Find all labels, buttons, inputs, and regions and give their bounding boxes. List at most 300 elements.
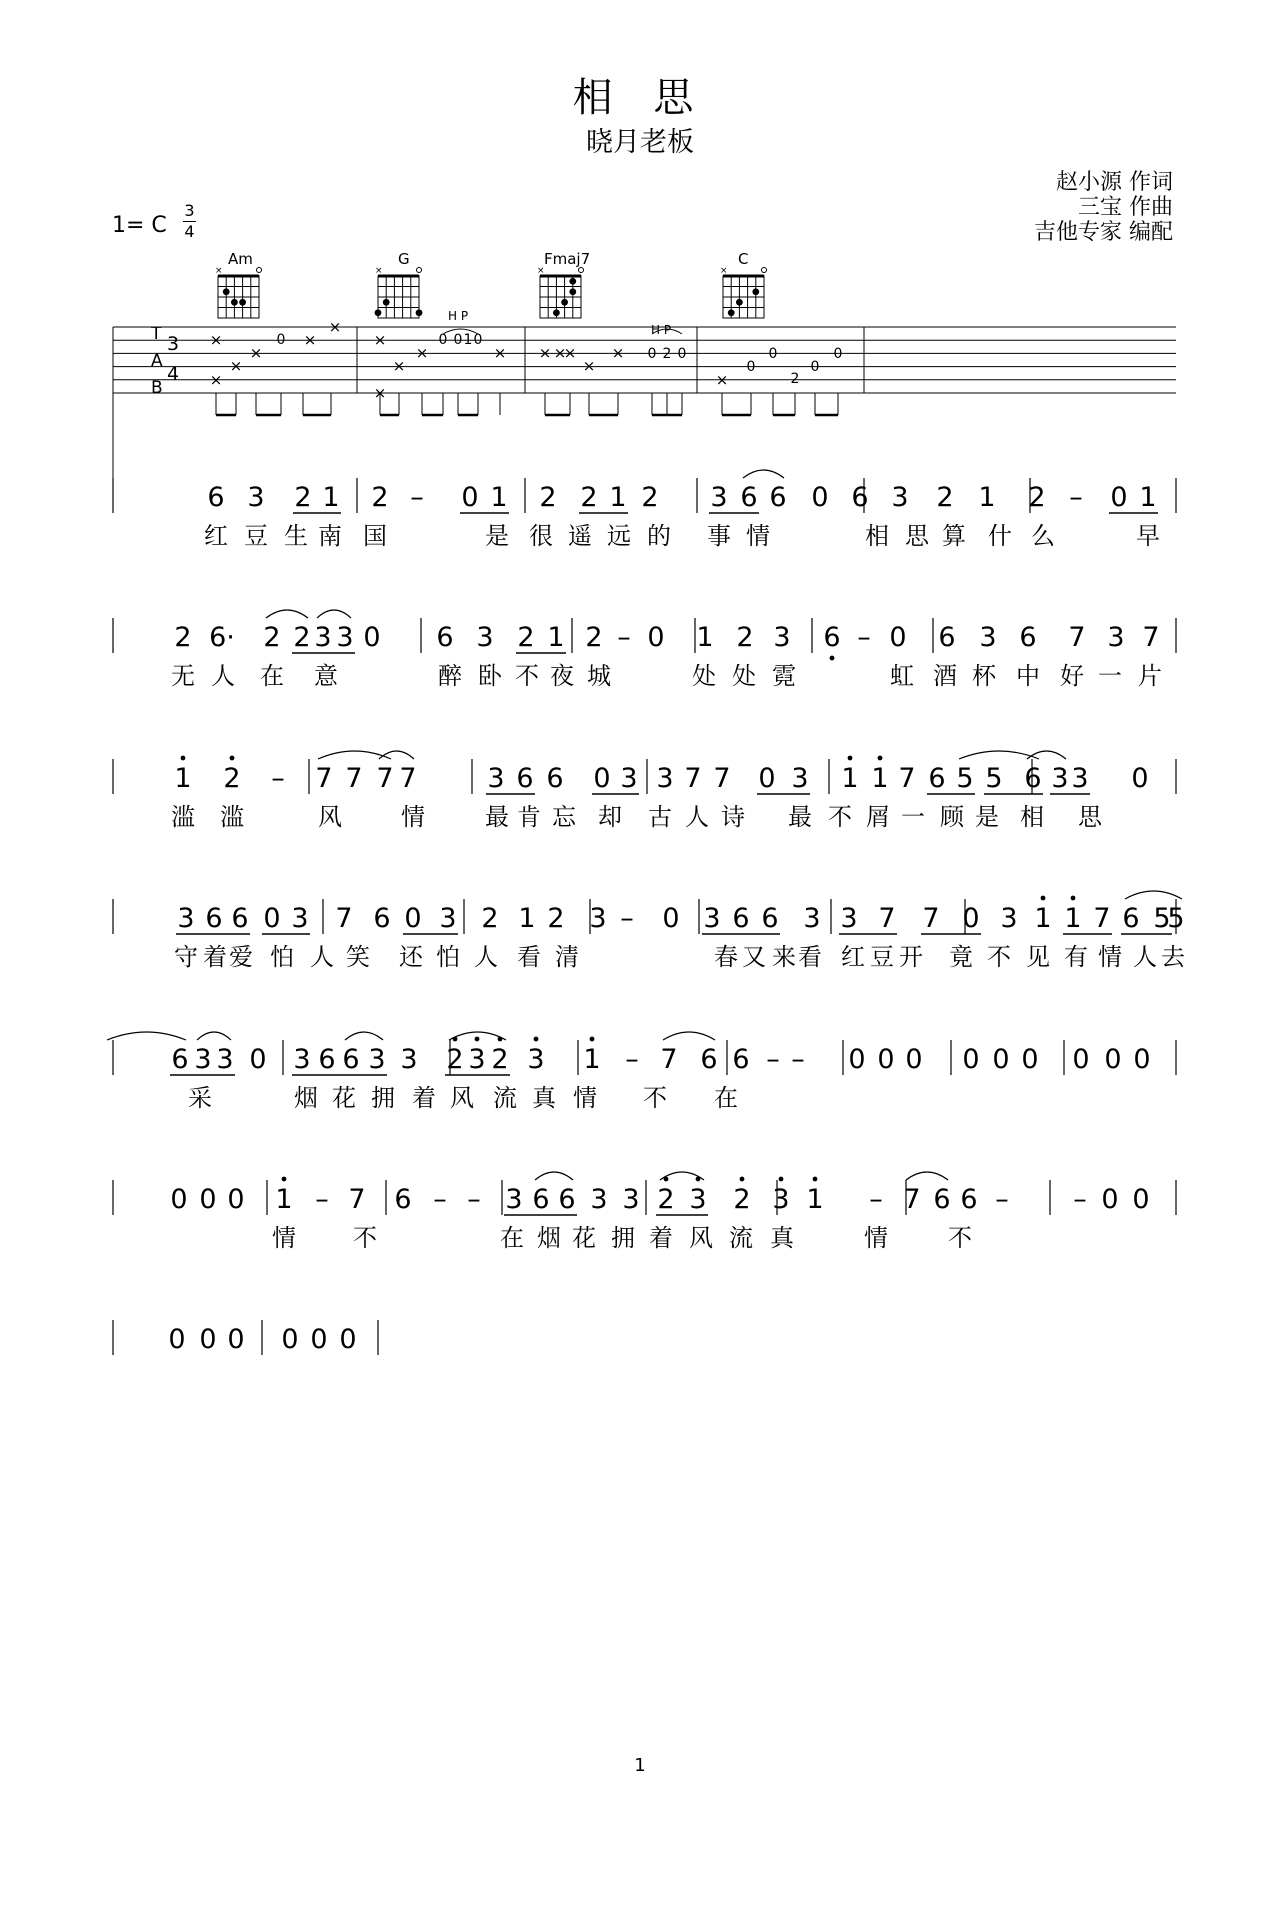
- note: 2: [736, 622, 754, 653]
- lyric-char: 笑: [346, 943, 370, 971]
- note: 3: [773, 622, 791, 653]
- lyric-char: 烟: [294, 1084, 318, 1112]
- lyric-char: 春: [714, 943, 738, 971]
- lyric-char: 远: [607, 522, 631, 550]
- numbered-notation: [107, 470, 1185, 1355]
- tab-number: 0: [746, 359, 756, 375]
- tab-number: 2: [662, 346, 672, 362]
- lyric-char: 情: [1098, 943, 1122, 971]
- note: 6: [436, 622, 454, 653]
- note: 5: [956, 763, 974, 794]
- time-signature-top: 3: [184, 201, 195, 220]
- note: 3: [1051, 763, 1069, 794]
- note: 6: [171, 1044, 189, 1075]
- lyric-char: 采: [188, 1084, 212, 1112]
- note: 3: [439, 903, 457, 934]
- lyric-char: 不: [353, 1224, 377, 1252]
- tab-number: 0: [453, 332, 463, 348]
- octave-dot: [740, 1177, 745, 1182]
- chord-diagram-g: [375, 266, 423, 318]
- arranger-credit: 吉他专家 编配: [1034, 220, 1173, 245]
- lyric-char: 南: [318, 522, 342, 550]
- note: 0: [992, 1044, 1010, 1075]
- note: 3: [622, 1184, 640, 1215]
- lyric-char: 滥: [171, 803, 195, 831]
- lyric-char: 人: [310, 943, 334, 971]
- finger-dot: [239, 299, 246, 306]
- note: –: [791, 1044, 805, 1075]
- note: 7: [335, 903, 353, 934]
- note: 3: [314, 622, 332, 653]
- note: 3: [620, 763, 638, 794]
- tab-mute-mark: ×: [229, 357, 243, 375]
- note: 6: [700, 1044, 718, 1075]
- note: 1: [490, 482, 508, 513]
- note: 3: [1071, 763, 1089, 794]
- lyric-char: 豆: [244, 522, 268, 550]
- note: 0: [199, 1184, 217, 1215]
- lyric-char: 虹: [890, 662, 914, 690]
- lyric-char: 着: [412, 1084, 436, 1112]
- lyric-char: 一: [901, 803, 925, 831]
- note: –: [467, 1184, 481, 1215]
- slur: [1125, 891, 1182, 899]
- lyric-char: 杯: [972, 662, 996, 690]
- octave-dot: [830, 656, 835, 661]
- tab-number: 0: [276, 332, 286, 348]
- tab-mute-mark: ×: [328, 318, 342, 336]
- lyric-char: 红: [204, 522, 228, 550]
- slur: [959, 751, 1039, 759]
- note: –: [995, 1184, 1009, 1215]
- octave-dot: [1071, 896, 1076, 901]
- note: 3: [689, 1184, 707, 1215]
- note: 2: [547, 903, 565, 934]
- note: 2: [263, 622, 281, 653]
- composer-credit: 三宝 作曲: [1078, 195, 1173, 220]
- lyric-char: 意: [314, 662, 338, 690]
- notation-system: [113, 751, 1176, 831]
- octave-dot: [813, 1177, 818, 1182]
- octave-dot: [181, 756, 186, 761]
- note: 1: [1139, 482, 1157, 513]
- tab-number: 0: [768, 346, 778, 362]
- note: 6·: [209, 622, 235, 653]
- tab-number: 0: [473, 332, 483, 348]
- tab-mute-mark: ×: [553, 344, 567, 362]
- slur: [107, 1032, 186, 1040]
- lyric-char: 的: [647, 522, 671, 550]
- note: 3: [336, 622, 354, 653]
- note: 6: [342, 1044, 360, 1075]
- tab-number: 0: [833, 346, 843, 362]
- lyric-char: 在: [500, 1224, 524, 1252]
- lyric-char: 情: [864, 1224, 888, 1252]
- lyric-char: 情: [401, 803, 425, 831]
- lyric-char: 在: [714, 1084, 738, 1112]
- note: 3: [1000, 903, 1018, 934]
- lyric-char: 醉: [438, 662, 462, 690]
- note: 3: [710, 482, 728, 513]
- lyric-char: 是: [975, 803, 999, 831]
- note: 7: [1142, 622, 1160, 653]
- note: 2: [446, 1044, 464, 1075]
- finger-dot: [223, 288, 230, 295]
- lyric-char: 处: [692, 662, 716, 690]
- lyric-char: 酒: [933, 662, 957, 690]
- note: 6: [373, 903, 391, 934]
- lyric-char: 不: [515, 662, 539, 690]
- tab-mute-mark: ×: [563, 344, 577, 362]
- slur: [379, 751, 414, 759]
- lyric-char: 早: [1136, 522, 1160, 550]
- note: 1: [583, 1044, 601, 1075]
- lyric-char: 相: [1020, 803, 1044, 831]
- note: 7: [684, 763, 702, 794]
- open-string-mark: [762, 268, 767, 273]
- chord-diagram-fmaj7: [537, 266, 584, 318]
- lyric-char: 拥: [371, 1084, 395, 1112]
- tab-mute-mark: ×: [415, 344, 429, 362]
- chord-diagram-c: [720, 266, 767, 318]
- note: 0: [647, 622, 665, 653]
- open-string-mark: [579, 268, 584, 273]
- note: 7: [399, 763, 417, 794]
- tab-mute-mark: ×: [373, 331, 387, 349]
- note: 3: [177, 903, 195, 934]
- lyric-char: 是: [485, 522, 509, 550]
- note: 3: [216, 1044, 234, 1075]
- finger-dot: [375, 309, 382, 316]
- note: 2: [641, 482, 659, 513]
- lyric-char: 情: [573, 1084, 597, 1112]
- tab-mute-mark: ×: [303, 331, 317, 349]
- note: 1: [322, 482, 340, 513]
- lyricist-credit: 赵小源 作词: [1056, 170, 1173, 195]
- note: 7: [660, 1044, 678, 1075]
- notation-system: [107, 1032, 1176, 1112]
- slur: [317, 610, 351, 618]
- note: 1: [275, 1184, 293, 1215]
- note: 1: [609, 482, 627, 513]
- lyric-char: 无: [171, 662, 195, 690]
- note: 0: [889, 622, 907, 653]
- time-signature-bottom: 4: [184, 222, 195, 241]
- finger-dot: [752, 288, 759, 295]
- octave-dot: [1041, 896, 1046, 901]
- lyric-char: 中: [1016, 662, 1040, 690]
- note: 0: [593, 763, 611, 794]
- lyric-char: 人: [474, 943, 498, 971]
- note: 3: [468, 1044, 486, 1075]
- chord-name-g: G: [398, 250, 410, 268]
- svg-text:×: ×: [215, 266, 223, 276]
- lyric-char: 风: [318, 803, 342, 831]
- tab-mute-mark: ×: [373, 384, 387, 402]
- octave-dot: [878, 756, 883, 761]
- lyric-char: 卧: [478, 662, 502, 690]
- tab-time-bottom: 4: [167, 363, 180, 385]
- lyric-char: 诗: [721, 803, 745, 831]
- tab-letter-t: T: [151, 324, 162, 344]
- note: 0: [249, 1044, 267, 1075]
- lyric-char: 怕: [436, 943, 460, 971]
- note: –: [315, 1184, 329, 1215]
- note: 6: [960, 1184, 978, 1215]
- lyric-char: 生: [284, 522, 308, 550]
- lyric-char: 夜: [550, 662, 574, 690]
- lyric-char: 见: [1026, 943, 1050, 971]
- note: 7: [315, 763, 333, 794]
- note: 1: [547, 622, 565, 653]
- tab-number: 0: [677, 346, 687, 362]
- note: –: [625, 1044, 639, 1075]
- note: 0: [199, 1324, 217, 1355]
- note: 0: [461, 482, 479, 513]
- open-string-mark: [257, 268, 262, 273]
- lyric-char: 情: [746, 522, 770, 550]
- note: 0: [877, 1044, 895, 1075]
- note: 0: [310, 1324, 328, 1355]
- note: 3: [505, 1184, 523, 1215]
- note: 7: [898, 763, 916, 794]
- note: 6: [532, 1184, 550, 1215]
- finger-dot: [736, 299, 743, 306]
- note: 0: [962, 903, 980, 934]
- note: 0: [339, 1324, 357, 1355]
- note: –: [271, 763, 285, 794]
- note: 1: [518, 903, 536, 934]
- note: 0: [811, 482, 829, 513]
- note: 7: [348, 1184, 366, 1215]
- lyric-char: 却: [598, 803, 622, 831]
- page-number: 1: [634, 1755, 646, 1776]
- note: 2: [585, 622, 603, 653]
- slur: [1027, 751, 1066, 759]
- lyric-char: 花: [572, 1224, 596, 1252]
- notation-system: [113, 891, 1185, 971]
- lyric-char: 古: [648, 803, 672, 831]
- note: 0: [848, 1044, 866, 1075]
- note: 2: [294, 482, 312, 513]
- note: 2: [1028, 482, 1046, 513]
- note: 3: [368, 1044, 386, 1075]
- note: 3: [791, 763, 809, 794]
- note: 1: [841, 763, 859, 794]
- song-title: 相 思: [572, 75, 708, 121]
- slur: [345, 1032, 383, 1040]
- lyric-char: 人: [685, 803, 709, 831]
- lyric-char: 来: [772, 943, 796, 971]
- lyric-char: 算: [942, 522, 966, 550]
- note: 0: [1132, 1184, 1150, 1215]
- note: 0: [1104, 1044, 1122, 1075]
- lyric-char: 什: [988, 522, 1012, 550]
- octave-dot: [282, 1177, 287, 1182]
- lyric-char: 在: [260, 662, 284, 690]
- note: 6: [823, 622, 841, 653]
- lyric-char: 风: [689, 1224, 713, 1252]
- note: 0: [170, 1184, 188, 1215]
- note: 0: [1021, 1044, 1039, 1075]
- note: 0: [662, 903, 680, 934]
- finger-dot: [383, 299, 390, 306]
- lyric-char: 人: [1133, 943, 1157, 971]
- lyric-char: 风: [450, 1084, 474, 1112]
- note: 6: [1019, 622, 1037, 653]
- lyric-char: 国: [363, 522, 387, 550]
- note: 6: [394, 1184, 412, 1215]
- tab-mute-mark: ×: [611, 344, 625, 362]
- chord-name-fmaj7: Fmaj7: [544, 250, 591, 268]
- note: 7: [345, 763, 363, 794]
- note: 2: [491, 1044, 509, 1075]
- note: 2: [657, 1184, 675, 1215]
- note: 0: [1110, 482, 1128, 513]
- note: 3: [840, 903, 858, 934]
- tab-number: 0: [810, 359, 820, 375]
- note: 0: [404, 903, 422, 934]
- note: 3: [1107, 622, 1125, 653]
- note: 3: [979, 622, 997, 653]
- note: 5: [985, 763, 1003, 794]
- lyric-char: 又: [742, 943, 766, 971]
- note: 3: [772, 1184, 790, 1215]
- note: 7: [878, 903, 896, 934]
- note: 5: [1167, 903, 1185, 934]
- tab-number: 2: [790, 371, 800, 387]
- note: 1: [978, 482, 996, 513]
- lyric-char: 开: [899, 943, 923, 971]
- lyric-char: 屑: [866, 803, 890, 831]
- note: 7: [903, 1184, 921, 1215]
- note: 3: [476, 622, 494, 653]
- lyric-char: 不: [987, 943, 1011, 971]
- chord-name-c: C: [738, 250, 749, 268]
- lyric-char: 最: [485, 803, 509, 831]
- lyric-char: 滥: [220, 803, 244, 831]
- tab-letter-b: B: [151, 378, 163, 398]
- note: –: [1069, 482, 1083, 513]
- technique-mark: H P: [448, 309, 469, 323]
- lyric-char: 看: [517, 943, 541, 971]
- notation-system: [113, 1172, 1176, 1252]
- slur: [535, 1172, 573, 1180]
- lyric-char: 霓: [772, 662, 796, 690]
- slur: [197, 1032, 231, 1040]
- note: 1: [174, 763, 192, 794]
- lyric-char: 人: [211, 662, 235, 690]
- note: 3: [194, 1044, 212, 1075]
- note: 6: [207, 482, 225, 513]
- key-signature: 1= C: [112, 213, 167, 238]
- note: 6: [851, 482, 869, 513]
- lyric-char: 好: [1060, 662, 1084, 690]
- chord-name-am: Am: [228, 250, 253, 268]
- lyric-char: 爱: [229, 943, 253, 971]
- lyric-char: 烟: [537, 1224, 561, 1252]
- lyric-char: 不: [828, 803, 852, 831]
- finger-dot: [569, 278, 576, 285]
- note: 2: [936, 482, 954, 513]
- lyric-char: 不: [948, 1224, 972, 1252]
- lyric-char: 流: [493, 1084, 517, 1112]
- note: 3: [703, 903, 721, 934]
- slur: [743, 470, 784, 478]
- finger-dot: [553, 309, 560, 316]
- finger-dot: [728, 309, 735, 316]
- note: 6: [318, 1044, 336, 1075]
- note: 0: [227, 1324, 245, 1355]
- note: 6: [761, 903, 779, 934]
- finger-dot: [561, 299, 568, 306]
- lyric-char: 处: [732, 662, 756, 690]
- note: 2: [174, 622, 192, 653]
- lyric-char: 看: [798, 943, 822, 971]
- note: 7: [922, 903, 940, 934]
- svg-text:×: ×: [375, 266, 383, 276]
- lyric-char: 红: [841, 943, 865, 971]
- notation-system: [113, 1320, 378, 1355]
- lyric-char: 守: [174, 943, 198, 971]
- note: 6: [205, 903, 223, 934]
- finger-dot: [231, 299, 238, 306]
- finger-dot: [416, 309, 423, 316]
- note: 3: [590, 1184, 608, 1215]
- note: 0: [363, 622, 381, 653]
- lyric-char: 么: [1031, 522, 1055, 550]
- lyric-char: 很: [529, 522, 553, 550]
- tab-staff: [113, 309, 1176, 510]
- note: 0: [1131, 763, 1149, 794]
- note: 1: [806, 1184, 824, 1215]
- note: 0: [758, 763, 776, 794]
- lyric-char: 城: [587, 662, 611, 690]
- lyric-char: 遥: [568, 522, 592, 550]
- note: 6: [938, 622, 956, 653]
- lyric-char: 思: [1078, 803, 1102, 831]
- note: –: [766, 1044, 780, 1075]
- slur: [266, 610, 308, 618]
- note: 0: [227, 1184, 245, 1215]
- note: –: [857, 622, 871, 653]
- tab-mute-mark: ×: [209, 371, 223, 389]
- svg-text:×: ×: [720, 266, 728, 276]
- song-subtitle: 晓月老板: [586, 127, 694, 158]
- note: 3: [527, 1044, 545, 1075]
- lyric-char: 不: [643, 1084, 667, 1112]
- octave-dot: [779, 1177, 784, 1182]
- note: 0: [962, 1044, 980, 1075]
- note: 0: [1133, 1044, 1151, 1075]
- note: 0: [1072, 1044, 1090, 1075]
- note: 3: [656, 763, 674, 794]
- technique-mark: H P: [651, 323, 672, 337]
- note: 6: [933, 1184, 951, 1215]
- lyric-char: 有: [1064, 943, 1088, 971]
- note: 0: [281, 1324, 299, 1355]
- note: 3: [487, 763, 505, 794]
- lyric-char: 情: [272, 1224, 296, 1252]
- note: 3: [247, 482, 265, 513]
- note: 1: [871, 763, 889, 794]
- note: –: [869, 1184, 883, 1215]
- note: 7: [1068, 622, 1086, 653]
- note: –: [620, 903, 634, 934]
- note: 3: [291, 903, 309, 934]
- lyric-char: 最: [788, 803, 812, 831]
- note: 2: [371, 482, 389, 513]
